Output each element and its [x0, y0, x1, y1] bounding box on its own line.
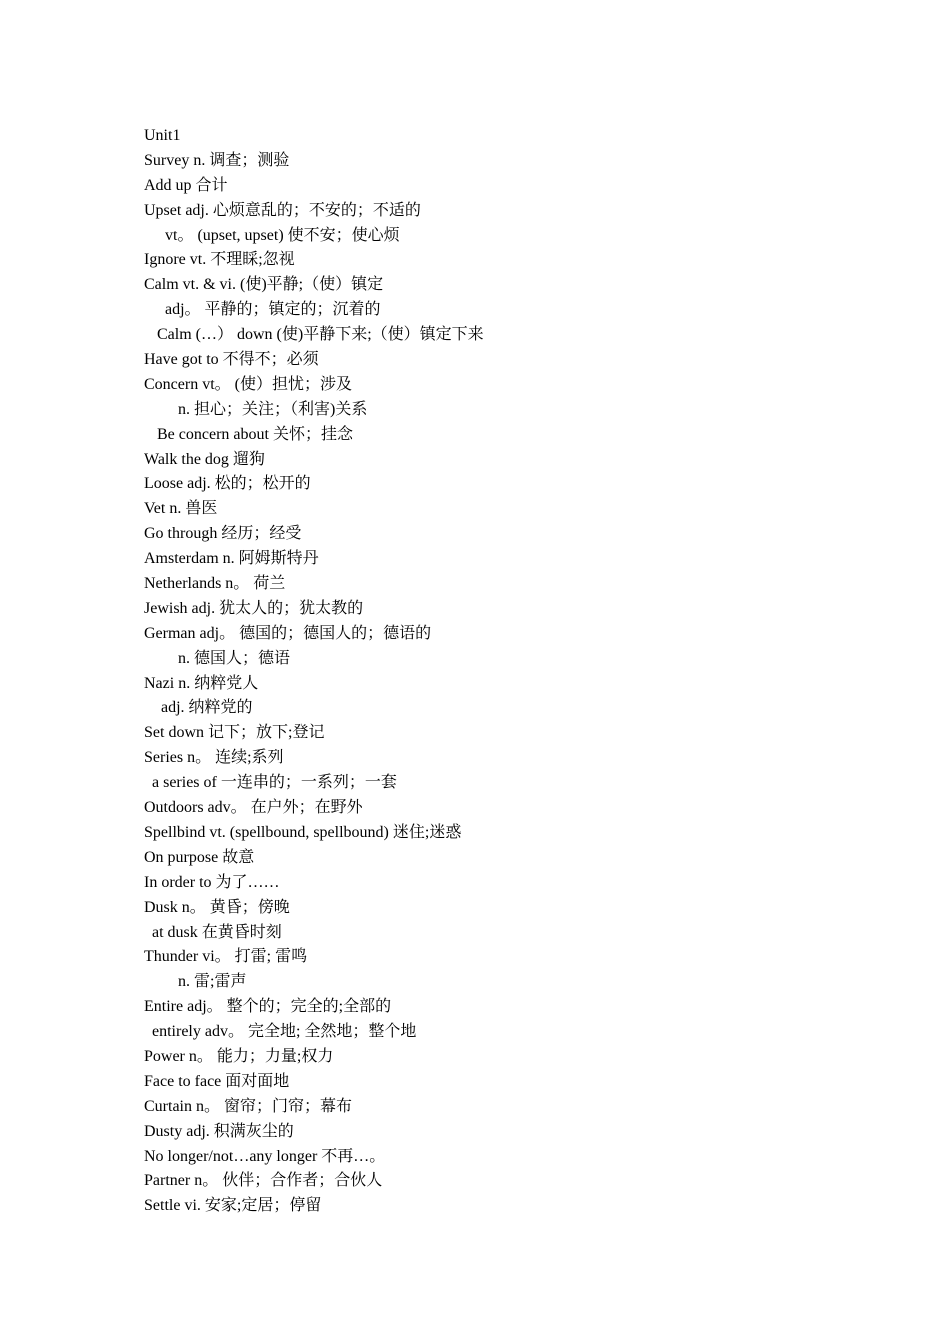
vocab-line: Jewish adj. 犹太人的；犹太教的 — [144, 599, 364, 617]
vocab-line: n. 德国人；德语 — [178, 649, 291, 667]
vocab-line: Walk the dog 遛狗 — [144, 450, 265, 468]
vocab-line: Entire adj。 整个的；完全的;全部的 — [144, 998, 392, 1016]
vocab-line: Amsterdam n. 阿姆斯特丹 — [144, 550, 319, 568]
vocab-line: Face to face 面对面地 — [144, 1072, 290, 1090]
vocab-line: Set down 记下；放下;登记 — [144, 724, 325, 742]
vocab-line: Partner n。 伙伴；合作者；合伙人 — [144, 1172, 383, 1190]
vocab-line: Be concern about 关怀；挂念 — [157, 425, 353, 443]
vocab-line: Upset adj. 心烦意乱的；不安的；不适的 — [144, 201, 421, 219]
vocab-line: Survey n. 调查；测验 — [144, 151, 290, 169]
vocab-line: a series of 一连串的；一系列；一套 — [152, 774, 397, 792]
vocab-line: On purpose 故意 — [144, 848, 255, 866]
vocab-line: Add up 合计 — [144, 176, 228, 194]
vocab-line: Nazi n. 纳粹党人 — [144, 674, 259, 692]
vocab-line: Loose adj. 松的；松开的 — [144, 475, 311, 493]
vocab-line: Concern vt。 (使）担忧；涉及 — [144, 375, 352, 393]
vocab-line: Have got to 不得不；必须 — [144, 351, 319, 369]
vocabulary-list — [144, 124, 904, 1219]
vocab-line: Series n。 连续;系列 — [144, 749, 284, 767]
vocab-line: Thunder vi。 打雷; 雷鸣 — [144, 948, 308, 966]
vocab-line: Dusk n。 黄昏；傍晚 — [144, 898, 290, 916]
vocab-line: Calm vt. & vi. (使)平静;（使）镇定 — [144, 276, 384, 294]
vocab-line: Ignore vt. 不理睬;忽视 — [144, 251, 295, 269]
vocab-line: Spellbind vt. (spellbound, spellbound) 迷住;迷惑 — [144, 823, 462, 841]
vocab-line: Netherlands n。 荷兰 — [144, 575, 286, 593]
vocab-line: n. 雷;雷声 — [178, 973, 247, 991]
vocab-line: vt。 (upset, upset) 使不安；使心烦 — [165, 226, 400, 244]
vocab-line: adj。 平静的；镇定的；沉着的 — [165, 301, 381, 319]
vocab-line: n. 担心；关注；（利害)关系 — [178, 400, 368, 418]
unit-heading: Unit1 — [144, 127, 181, 144]
vocab-line: Calm (…） down (使)平静下来;（使）镇定下来 — [157, 326, 484, 344]
vocab-line: Settle vi. 安家;定居；停留 — [144, 1197, 322, 1215]
vocab-line: Dusty adj. 积满灰尘的 — [144, 1122, 294, 1140]
vocab-line: adj. 纳粹党的 — [161, 699, 253, 717]
vocab-line: Vet n. 兽医 — [144, 500, 218, 518]
vocab-line: Curtain n。 窗帘；门帘；幕布 — [144, 1097, 352, 1115]
vocab-line: entirely adv。 完全地; 全然地；整个地 — [152, 1023, 417, 1041]
vocab-line: at dusk 在黄昏时刻 — [152, 923, 282, 941]
vocab-line: Power n。 能力；力量;权力 — [144, 1047, 334, 1065]
vocab-line: In order to 为了…… — [144, 873, 280, 891]
vocab-line: Go through 经历；经受 — [144, 525, 302, 543]
vocab-line: No longer/not…any longer 不再…。 — [144, 1147, 386, 1165]
vocab-line: German adj。 德国的；德国人的；德语的 — [144, 624, 432, 642]
vocab-line: Outdoors adv。 在户外；在野外 — [144, 799, 363, 817]
